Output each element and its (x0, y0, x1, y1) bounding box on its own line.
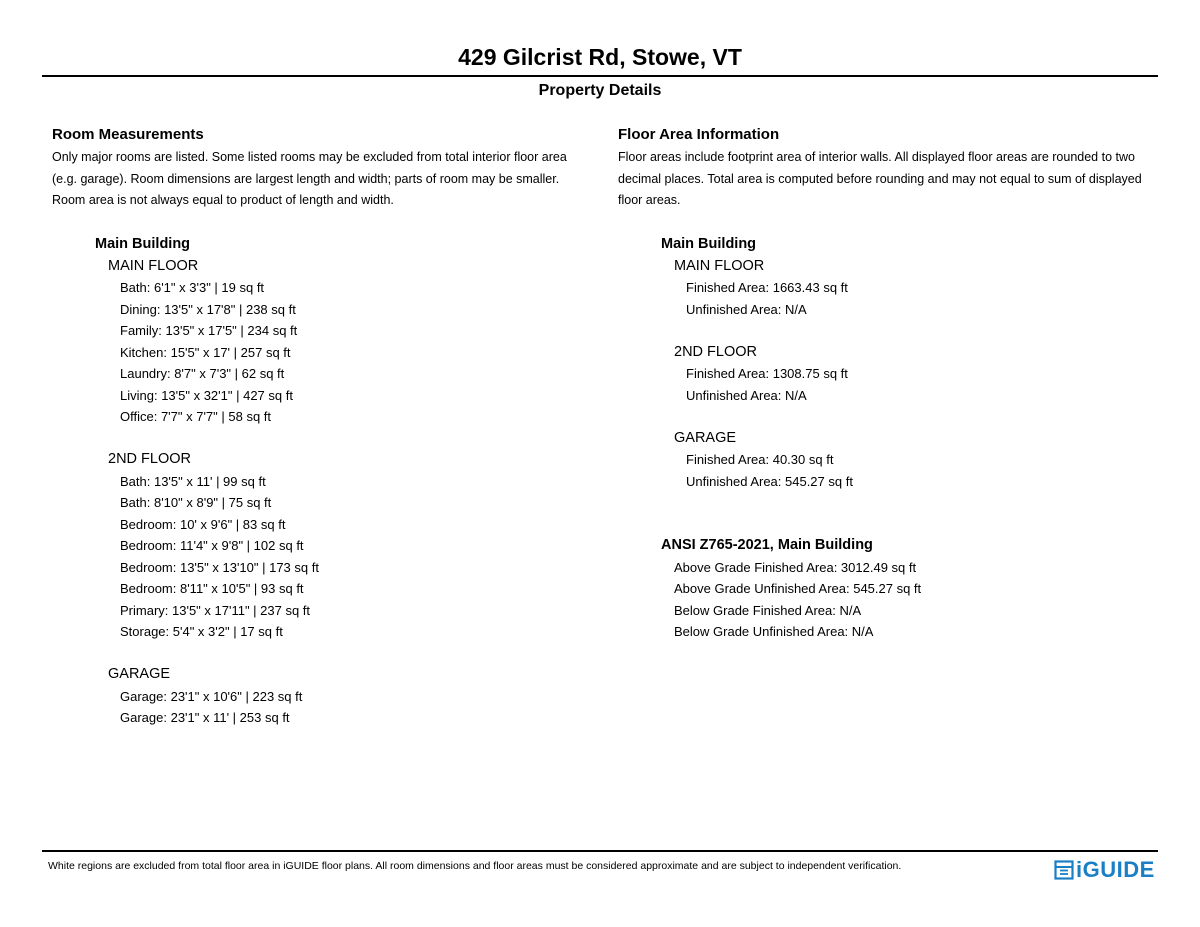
room-row: Storage: 5'4" x 3'2" | 17 sq ft (120, 624, 283, 640)
area-finished: Finished Area: 40.30 sq ft (686, 452, 834, 468)
floor-area-section (618, 125, 1163, 643)
room-row: Office: 7'7" x 7'7" | 58 sq ft (120, 409, 272, 425)
iguide-logo-text: iGUIDE (1076, 857, 1155, 882)
room-floor-main: MAIN FLOOR (108, 257, 199, 274)
room-floor-2nd: 2ND FLOOR (108, 451, 191, 468)
footer-divider (42, 850, 1158, 852)
room-measurements-description: Only major rooms are listed. Some listed rooms may be excluded from total interior floor area (e.g. garage). Room dimensions are largest length and width; parts of room may be smaller. Room area is not always equal to product of length and width. (52, 150, 567, 208)
header-divider (42, 75, 1158, 77)
room-measurements-heading: Room Measurements (52, 126, 204, 143)
room-building-name: Main Building (95, 236, 191, 253)
ansi-heading: ANSI Z765-2021, Main Building (661, 537, 873, 554)
room-row: Living: 13'5" x 32'1" | 427 sq ft (120, 387, 293, 403)
iguide-logo (1054, 857, 1155, 883)
area-building-name: Main Building (661, 236, 757, 253)
ansi-row: Above Grade Unfinished Area: 545.27 sq ft (674, 581, 922, 597)
area-unfinished: Unfinished Area: N/A (686, 301, 807, 317)
area-unfinished: Unfinished Area: N/A (686, 387, 807, 403)
floor-area-description: Floor areas include footprint area of interior walls. All displayed floor areas are rounded to two decimal places. Total area is computed before rounding and may not equal to sum of displayed floor areas. (618, 150, 1142, 208)
area-floor-main: MAIN FLOOR (674, 257, 765, 274)
room-row: Kitchen: 15'5" x 17' | 257 sq ft (120, 344, 291, 360)
room-row: Laundry: 8'7" x 7'3" | 62 sq ft (120, 366, 285, 382)
area-floor-garage: GARAGE (674, 429, 737, 446)
room-row: Bedroom: 13'5" x 13'10" | 173 sq ft (120, 559, 319, 575)
area-finished: Finished Area: 1308.75 sq ft (686, 366, 848, 382)
room-row: Dining: 13'5" x 17'8" | 238 sq ft (120, 301, 296, 317)
room-row: Bath: 6'1" x 3'3" | 19 sq ft (120, 280, 265, 296)
room-row: Garage: 23'1" x 10'6" | 223 sq ft (120, 688, 303, 704)
area-finished: Finished Area: 1663.43 sq ft (686, 280, 848, 296)
room-measurements-section (52, 125, 592, 729)
room-row: Bedroom: 10' x 9'6" | 83 sq ft (120, 516, 286, 532)
page-title: 429 Gilcrist Rd, Stowe, VT (458, 44, 742, 70)
area-floor-2nd: 2ND FLOOR (674, 343, 757, 360)
room-row: Bedroom: 8'11" x 10'5" | 93 sq ft (120, 581, 304, 597)
ansi-row: Above Grade Finished Area: 3012.49 sq ft (674, 559, 917, 575)
room-row: Garage: 23'1" x 11' | 253 sq ft (120, 710, 290, 726)
iguide-logo-icon (1054, 860, 1074, 880)
floor-area-heading: Floor Area Information (618, 126, 780, 143)
room-row: Family: 13'5" x 17'5" | 234 sq ft (120, 323, 298, 339)
footer-disclaimer: White regions are excluded from total floor area in iGUIDE floor plans. All room dimensions and floor areas must be considered approximate and are subject to independent verification. (48, 860, 902, 872)
page-subtitle: Property Details (538, 82, 662, 99)
room-floor-garage: GARAGE (108, 666, 171, 683)
room-row: Bath: 13'5" x 11' | 99 sq ft (120, 473, 266, 489)
ansi-row: Below Grade Unfinished Area: N/A (674, 624, 874, 640)
room-row: Bedroom: 11'4" x 9'8" | 102 sq ft (120, 538, 304, 554)
room-row: Primary: 13'5" x 17'11" | 237 sq ft (120, 602, 311, 618)
ansi-row: Below Grade Finished Area: N/A (674, 602, 862, 618)
area-unfinished: Unfinished Area: 545.27 sq ft (686, 473, 853, 489)
room-row: Bath: 8'10" x 8'9" | 75 sq ft (120, 495, 272, 511)
